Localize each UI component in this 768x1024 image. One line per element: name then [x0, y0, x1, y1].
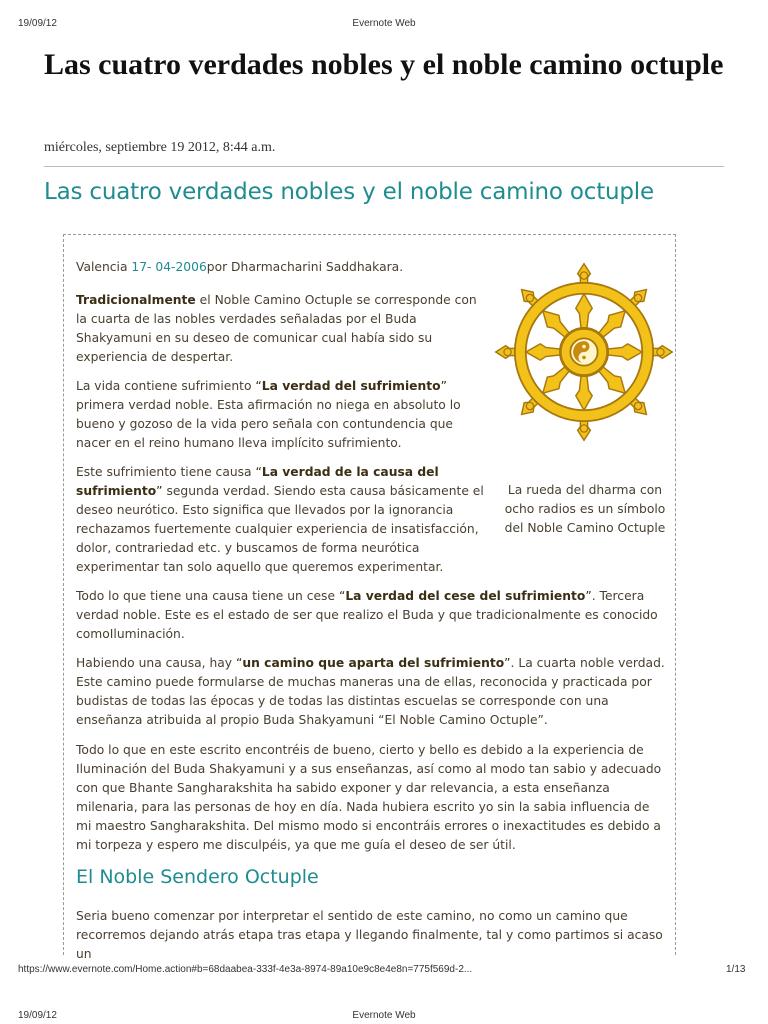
note-title: Las cuatro verdades nobles y el noble camino octuple [44, 48, 724, 81]
footer-page-number: 1/13 [726, 964, 746, 975]
paragraph-2-post: primera verdad noble. Esta afirmación no niega en absoluto lo bueno y gozoso de la vida pero señala con contundencia que nacer en el reino humano lleva implícito sufrimiento. [76, 398, 461, 450]
paragraph-4 [76, 587, 666, 644]
paragraph-2-pre: La vida contiene sufrimiento [76, 379, 256, 393]
byline [76, 258, 403, 277]
date-link[interactable]: 17- 04-2006 [131, 260, 207, 274]
next-page-header-app: Evernote Web [352, 1010, 416, 1021]
next-page-header-date: 19/09/12 [18, 1010, 57, 1021]
quote-open: “ [338, 589, 346, 603]
dharma-wheel-icon [493, 261, 675, 443]
paragraph-4-pre: Todo lo que tiene una causa tiene un cese [76, 589, 339, 603]
paragraph-3 [76, 463, 486, 577]
figure-caption: La rueda del dharma con ocho radios es un símbolo del Noble Camino Octuple [504, 483, 666, 535]
wheel-spoke [606, 344, 672, 360]
quote-close: ” [156, 484, 163, 498]
paragraph-1-text: el Noble Camino Octuple se corresponde con la cuarta de las nobles verdades señaladas por el Buda Shakyamuni en su deseo de comunicar cual había sido su experiencia de despertar. [76, 293, 477, 364]
title-divider [44, 166, 724, 167]
paragraph-7: Seria bueno comenzar por interpretar el sentido de este camino, no como un camino que recorremos dejando atrás etapa tras etapa y llegando finalmente, tal y como partimos si acaso un [76, 909, 663, 961]
byline-prefix: Valencia [76, 260, 132, 274]
paragraph-5-pre: Habiendo una causa, hay [76, 656, 236, 670]
paragraph-2-bold: La verdad del sufrimiento [261, 379, 441, 393]
paragraph-4-bold: La verdad del cese del sufrimiento [345, 589, 586, 603]
print-header-date: 19/09/12 [18, 18, 57, 29]
paragraph-5-bold: un camino que aparta del sufrimiento [242, 656, 505, 670]
paragraph-3-bold: La verdad de la causa del sufrimiento [76, 465, 439, 498]
paragraph-2 [76, 377, 480, 453]
wheel-spoke [496, 344, 562, 360]
quote-open: “ [255, 379, 262, 393]
paragraph-6: Todo lo que en este escrito encontréis de bueno, cierto y bello es debido a la experiencia de Iluminación del Buda Shakyamuni y a sus enseñanzas, así como al modo tan sabio y adecuado con que Bhante Sangharakshita ha sabido exponer y dar relevancia, a esta enseñanza milenaria, para las personas de hoy en día. Nada hubiera escrito yo sin la sabia influencia de mi maestro Sangharakshita. Del mismo modo si encontráis errores o inexactitudes es debido a mi torpeza y espero me disculpéis, ya que me guía el deseo de ser útil. [76, 743, 662, 852]
section-subheading: El Noble Sendero Octuple [76, 866, 319, 888]
footer-url: https://www.evernote.com/Home.action#b=68daabea-333f-4e3a-8974-89a10e9c8e4e8n=775f569d-2... [18, 964, 473, 975]
paragraph-3-pre: Este sufrimiento tiene causa [76, 465, 256, 479]
wheel-spoke [576, 374, 592, 440]
quote-close: ” [504, 656, 511, 670]
quote-open: “ [236, 656, 243, 670]
paragraph-1-bold: Tradicionalmente [76, 293, 196, 307]
byline-suffix: por Dharmacharini Saddhakara. [206, 260, 404, 274]
note-created-date: miércoles, septiembre 19 2012, 8:44 a.m. [44, 140, 276, 155]
paragraph-3-post: segunda verdad. Siendo esta causa básicamente el deseo neurótico. Esto significa que llevados por la ignorancia rechazamos fuertemente cualquier experiencia de insatisfacción, dolor, contrariedad etc. y buscamos de forma neurótica experimentar tan solo aquello que queremos experimentar. [76, 484, 484, 574]
paragraph-5-post: . La cuarta noble verdad. Este camino puede formularse de muchas maneras una de ellas, reconocida y practicada por budistas de todas las épocas y de todas las distintas escuelas se corresponde con una enseñanza atribuida al propio Buda Shakyamuni “El Noble Camino Octuple”. [76, 656, 665, 727]
quote-close: ” [440, 379, 447, 393]
paragraph-1 [76, 291, 480, 367]
paragraph-5 [76, 654, 666, 730]
wheel-spoke [576, 264, 592, 330]
print-header-app: Evernote Web [352, 18, 416, 29]
paragraph-4-post: . Tercera verdad noble. Este es el estado de ser que realizo el Buda y que tradicionalmente es conocido comoIluminación. [76, 589, 658, 641]
article-heading: Las cuatro verdades nobles y el noble camino octuple [44, 179, 654, 205]
quote-close: ” [585, 589, 592, 603]
quote-open: “ [255, 465, 262, 479]
